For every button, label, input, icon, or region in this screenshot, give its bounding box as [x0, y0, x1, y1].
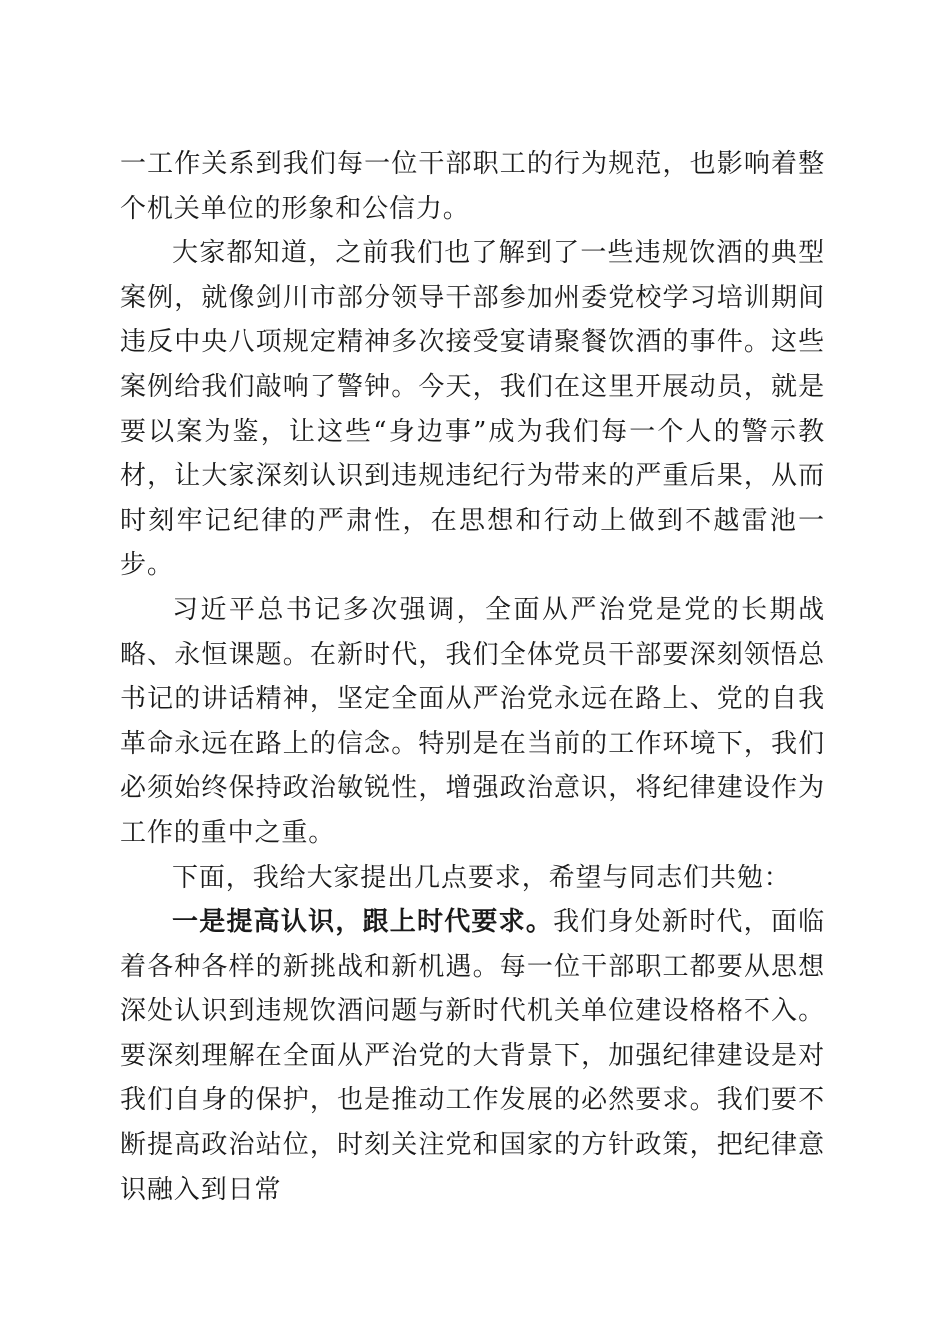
- paragraph-5: [120, 900, 825, 1212]
- document-body: [120, 142, 825, 1212]
- paragraph-2: 大家都知道，之前我们也了解到了一些违规饮酒的典型案例，就像剑川市部分领导干部参加州委党校学习培训期间违反中央八项规定精神多次接受宴请聚餐饮酒的事件。这些案例给我们敲响了警钟。今天，我们在这里开展动员，就是要以案为鉴，让这些“身边事”成为我们每一个人的警示教材，让大家深刻认识到违规违纪行为带来的严重后果，从而时刻牢记纪律的严肃性，在思想和行动上做到不越雷池一步。: [120, 238, 825, 581]
- paragraph-1: 一工作关系到我们每一位干部职工的行为规范，也影响着整个机关单位的形象和公信力。: [120, 149, 825, 224]
- paragraph-3: 习近平总书记多次强调，全面从严治党是党的长期战略、永恒课题。在新时代，我们全体党员干部要深刻领悟总书记的讲话精神，坚定全面从严治党永远在路上、党的自我革命永远在路上的信念。特别是在当前的工作环境下，我们必须始终保持政治敏锐性，增强政治意识，将纪律建设作为工作的重中之重。: [120, 594, 825, 848]
- paragraph-5-text: 我们身处新时代，面临着各种各样的新挑战和新机遇。每一位干部职工都要从思想深处认识到违规饮酒问题与新时代机关单位建设格格不入。要深刻理解在全面从严治党的大背景下，加强纪律建设是对我们自身的保护，也是推动工作发展的必然要求。我们要不断提高政治站位，时刻关注党和国家的方针政策，把纪律意识融入到日常: [120, 907, 825, 1205]
- paragraph-4: 下面，我给大家提出几点要求，希望与同志们共勉：: [172, 862, 791, 893]
- paragraph-5-lead: 一是提高认识，跟上时代要求。: [172, 907, 554, 938]
